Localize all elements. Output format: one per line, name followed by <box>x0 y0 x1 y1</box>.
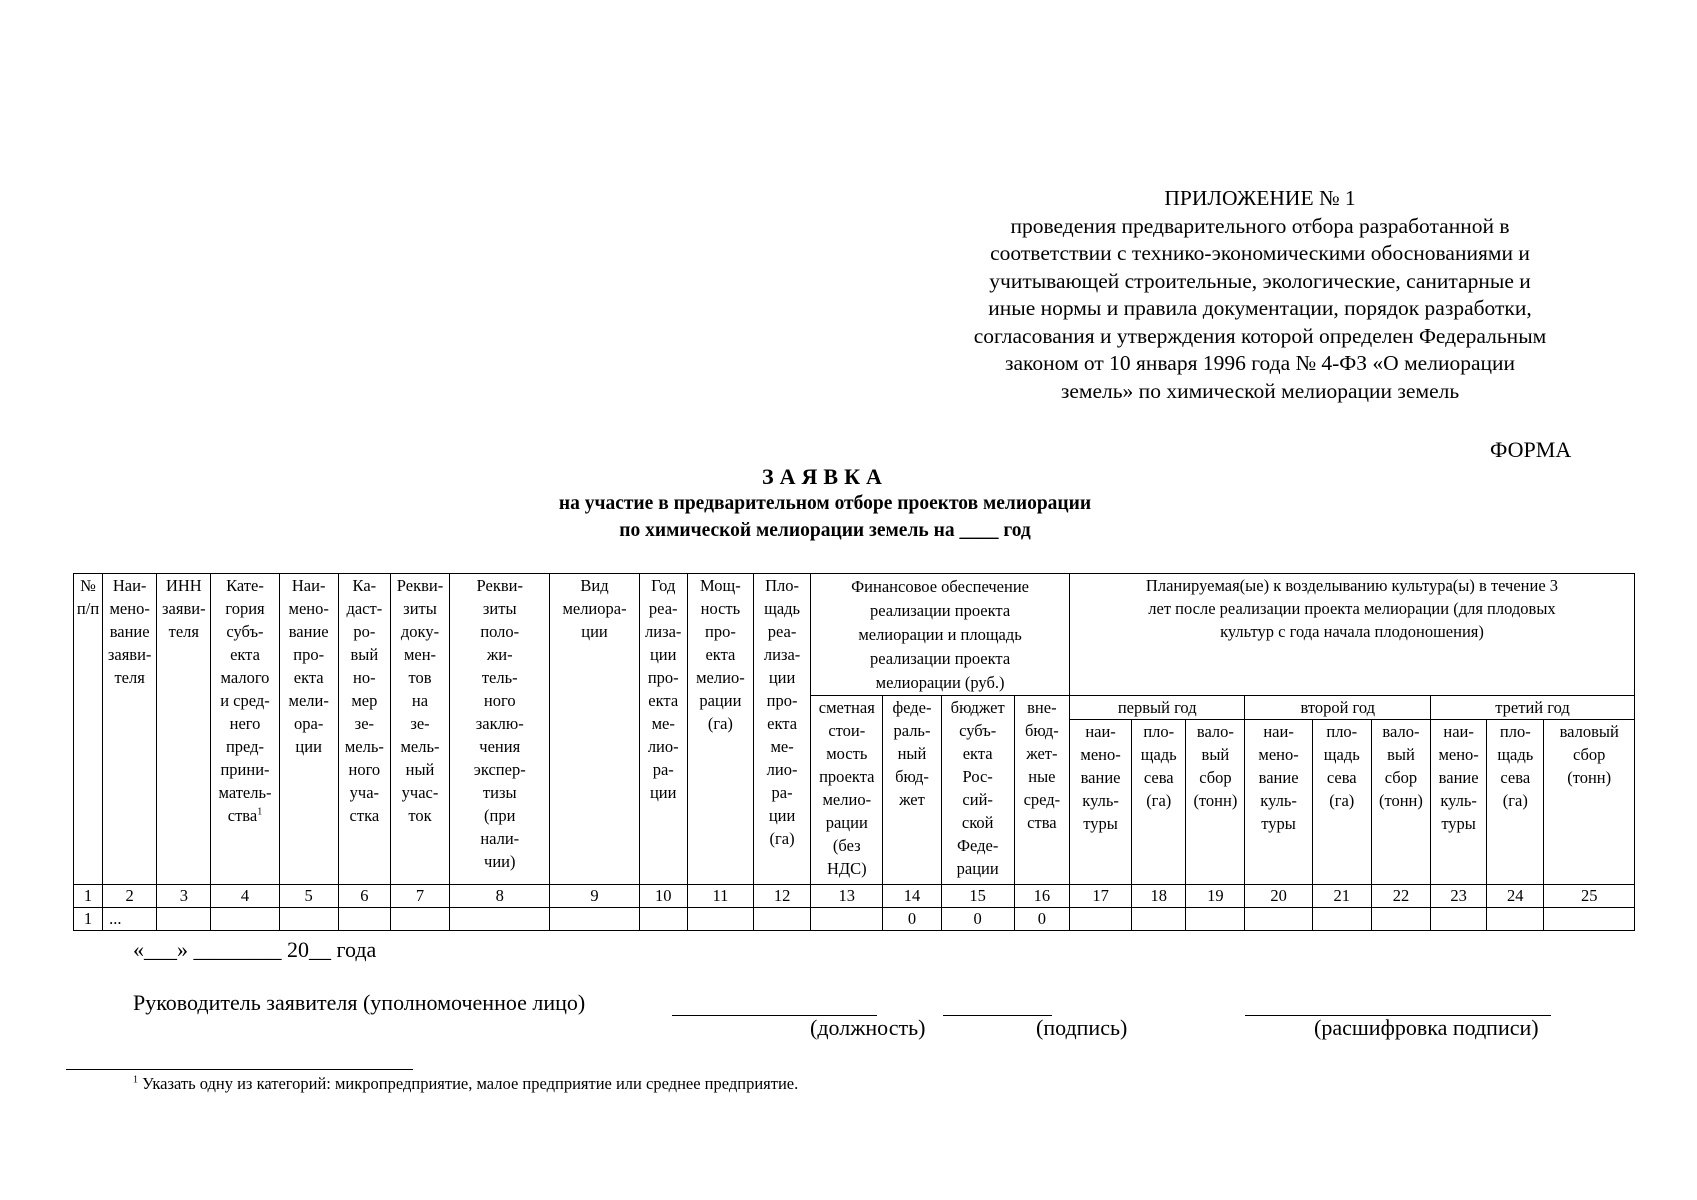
row-cell <box>687 908 753 931</box>
row-cell <box>1371 908 1430 931</box>
row-cell: 0 <box>1014 908 1069 931</box>
row-cell <box>450 908 550 931</box>
row-cell <box>1132 908 1186 931</box>
row-cell <box>754 908 811 931</box>
row-cell <box>811 908 883 931</box>
header-cell: ИНН заяви- теля <box>157 574 211 885</box>
header-group-finance: Финансовое обеспечение реализации проекта мелиорации и площадь реализации проекта мелиорации (руб.) <box>811 574 1070 696</box>
signer-label: Руководитель заявителя (уполномоченное лицо) <box>133 990 586 1015</box>
row-cell <box>1312 908 1371 931</box>
header-cell: Год реа- лиза- ции про- екта ме- лио- ра- ции <box>639 574 687 885</box>
document-title: ЗАЯВКА <box>762 464 888 489</box>
header-cell: Наи- мено- вание заяви- теля <box>103 574 157 885</box>
column-number: 19 <box>1186 885 1245 908</box>
document-heading <box>370 463 1280 544</box>
row-cell: 0 <box>883 908 941 931</box>
header-cell: Мощ- ность про- екта мелио- рации (га) <box>687 574 753 885</box>
column-number: 25 <box>1544 885 1635 908</box>
footnote <box>133 1074 798 1094</box>
header-cell: вне- бюд- жет- ные сред- ства <box>1014 696 1069 885</box>
appendix-block <box>930 185 1590 405</box>
column-number: 9 <box>550 885 639 908</box>
appendix-line: проведения предварительного отбора разработанной в <box>1010 213 1510 238</box>
header-cell: Рекви- зиты поло- жи- тель- ного заклю- чения экспер- тизы (при нали- чии) <box>450 574 550 885</box>
row-cell <box>211 908 279 931</box>
column-number: 1 <box>74 885 103 908</box>
column-number: 15 <box>941 885 1014 908</box>
row-cell <box>157 908 211 931</box>
header-cell: вало- вый сбор (тонн) <box>1186 720 1245 885</box>
position-caption: (должность) <box>810 1015 926 1040</box>
row-cell <box>1186 908 1245 931</box>
column-number: 17 <box>1069 885 1131 908</box>
row-cell: 0 <box>941 908 1014 931</box>
header-cell: наи- мено- вание куль- туры <box>1245 720 1312 885</box>
row-cell <box>550 908 639 931</box>
column-number: 22 <box>1371 885 1430 908</box>
header-cell: сметная стои- мость проекта мелио- рации (без НДС) <box>811 696 883 885</box>
row-cell <box>390 908 449 931</box>
row-cell <box>1431 908 1487 931</box>
header-cell: Вид мелиора- ции <box>550 574 639 885</box>
row-cell <box>338 908 390 931</box>
row-cell <box>639 908 687 931</box>
header-cell: Рекви- зиты доку- мен- тов на зе- мель- ный учас- ток <box>390 574 449 885</box>
footnote-mark: 1 <box>257 806 263 818</box>
header-cell-category <box>211 574 279 885</box>
column-number: 21 <box>1312 885 1371 908</box>
application-table <box>73 573 1635 931</box>
header-cell: пло- щадь сева (га) <box>1487 720 1544 885</box>
signature-caption: (подпись) <box>1036 1015 1128 1040</box>
footnote-mark: 1 <box>133 1074 138 1086</box>
document-subtitle-line: на участие в предварительном отборе проектов мелиорации <box>558 493 1092 514</box>
column-number: 11 <box>687 885 753 908</box>
row-cell <box>1245 908 1312 931</box>
header-cell: Ка- даст- ро- вый но- мер зе- мель- ного уча- стка <box>338 574 390 885</box>
header-text: Кате- гория субъ- екта малого и сред- него пред- прини- матель- ства <box>218 576 272 825</box>
column-number-row <box>74 885 1635 908</box>
header-cell: № п/п <box>74 574 103 885</box>
column-number: 8 <box>450 885 550 908</box>
header-cell: Пло- щадь реа- лиза- ции про- екта ме- лио- ра- ции (га) <box>754 574 811 885</box>
row-cell <box>1487 908 1544 931</box>
column-number: 5 <box>279 885 338 908</box>
column-number: 6 <box>338 885 390 908</box>
header-year-3: третий год <box>1431 696 1635 720</box>
column-number: 18 <box>1132 885 1186 908</box>
column-number: 14 <box>883 885 941 908</box>
column-number: 4 <box>211 885 279 908</box>
header-cell: феде- раль- ный бюд- жет <box>883 696 941 885</box>
header-cell: пло- щадь сева (га) <box>1312 720 1371 885</box>
header-cell: наи- мено- вание куль- туры <box>1069 720 1131 885</box>
column-number: 24 <box>1487 885 1544 908</box>
row-cell: ... <box>103 908 157 931</box>
column-number: 7 <box>390 885 449 908</box>
row-cell <box>279 908 338 931</box>
column-number: 20 <box>1245 885 1312 908</box>
column-number: 2 <box>103 885 157 908</box>
header-year-1: первый год <box>1069 696 1245 720</box>
decoding-caption: (расшифровка подписи) <box>1314 1015 1539 1040</box>
row-cell <box>1069 908 1131 931</box>
table-row <box>74 908 1635 931</box>
column-number: 12 <box>754 885 811 908</box>
column-number: 23 <box>1431 885 1487 908</box>
appendix-line: согласования и утверждения которой определен Федеральным <box>973 323 1547 348</box>
date-line: «___» ________ 20__ года <box>133 937 377 962</box>
column-number: 13 <box>811 885 883 908</box>
header-cell: бюджет субъ- екта Рос- сий- ской Феде- рации <box>941 696 1014 885</box>
table-header-row <box>74 574 1635 696</box>
appendix-title: ПРИЛОЖЕНИЕ № 1 <box>1164 186 1356 210</box>
appendix-line: законом от 10 января 1996 года № 4-ФЗ «О мелиорации <box>1004 351 1516 375</box>
appendix-line: иные нормы и правила документации, порядок разработки, <box>988 296 1532 320</box>
footnote-divider <box>66 1069 413 1070</box>
column-number: 16 <box>1014 885 1069 908</box>
document-subtitle-line: по химической мелиорации земель на ____ год <box>619 520 1031 541</box>
appendix-line: земель» по химической мелиорации земель <box>1060 378 1460 403</box>
header-cell: вало- вый сбор (тонн) <box>1371 720 1430 885</box>
footnote-text: Указать одну из категорий: микропредприятие, малое предприятие или среднее предприятие. <box>142 1074 799 1093</box>
appendix-line: учитывающей строительные, экологические, санитарные и <box>989 268 1531 293</box>
form-label: ФОРМА <box>1490 437 1572 462</box>
appendix-line: соответствии с технико-экономическими обоснованиями и <box>990 241 1530 265</box>
header-cell: наи- мено- вание куль- туры <box>1431 720 1487 885</box>
header-cell: Наи- мено- вание про- екта мели- ора- ции <box>279 574 338 885</box>
header-group-crops: Планируемая(ые) к возделыванию культура(ы) в течение 3 лет после реализации проекта мелиорации (для плодовых культур с года начала плодоношения) <box>1069 574 1634 696</box>
row-cell: 1 <box>74 908 103 931</box>
column-number: 10 <box>639 885 687 908</box>
header-cell: валовый сбор (тонн) <box>1544 720 1635 885</box>
header-year-2: второй год <box>1245 696 1431 720</box>
column-number: 3 <box>157 885 211 908</box>
header-cell: пло- щадь сева (га) <box>1132 720 1186 885</box>
row-cell <box>1544 908 1635 931</box>
